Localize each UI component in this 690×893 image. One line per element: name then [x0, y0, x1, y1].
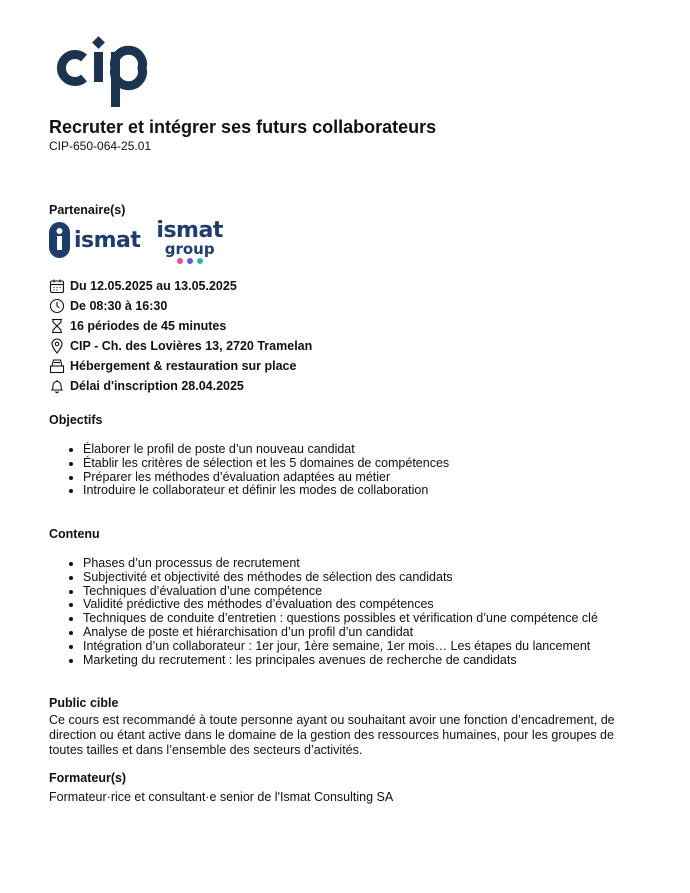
calendar-icon	[49, 278, 65, 294]
ismat-group-logo-bottom: group	[164, 240, 215, 258]
contenu-heading: Contenu	[49, 527, 100, 541]
list-item: • Introduire le collaborateur et définir les modes de collaboration	[83, 484, 449, 498]
info-dates	[49, 276, 312, 296]
course-code: CIP-650-064-25.01	[49, 139, 152, 153]
ismat-logo-text: ismat	[74, 227, 141, 253]
list-item: • Préparer les méthodes d’évaluation adaptées au métier	[83, 471, 449, 485]
partner-logos	[49, 220, 223, 265]
course-info-list	[49, 276, 312, 396]
hotel-icon	[49, 358, 65, 374]
list-item: • Validité prédictive des méthodes d’évaluation des compétences	[83, 598, 598, 612]
info-dates-text: Du 12.05.2025 au 13.05.2025	[70, 279, 237, 293]
contenu-list	[49, 557, 598, 667]
ismat-group-logo	[156, 220, 222, 265]
info-periods	[49, 316, 312, 336]
list-item: • Intégration d’un collaborateur : 1er jour, 1ère semaine, 1er mois… Les étapes du lancement	[83, 640, 598, 654]
objectifs-list	[49, 443, 449, 498]
list-item: • Analyse de poste et hiérarchisation d’un profil d’un candidat	[83, 626, 598, 640]
list-item: • Techniques de conduite d’entretien : questions possibles et vérification d’une compétence clé	[83, 612, 598, 626]
clock-icon	[49, 298, 65, 314]
formateurs-text: Formateur·rice et consultant·e senior de l'Ismat Consulting SA	[49, 790, 394, 804]
cip-logo	[55, 36, 151, 108]
info-location	[49, 336, 312, 356]
info-periods-text: 16 périodes de 45 minutes	[70, 319, 227, 333]
list-item: • Marketing du recrutement : les principales avenues de recherche de candidats	[83, 654, 598, 668]
info-location-text: CIP - Ch. des Lovières 13, 2720 Tramelan	[70, 339, 313, 353]
ismat-mark-icon	[49, 222, 70, 258]
public-cible-text: Ce cours est recommandé à toute personne ayant ou souhaitant avoir une fonction d’encadrement, de direction ou étant active dans le domaine de la gestion des ressources humaines, pour les groupes de toutes tailles et dans l’ensemble des secteurs d’activités.	[49, 713, 615, 757]
list-item: • Établir les critères de sélection et les 5 domaines de compétences	[83, 457, 449, 471]
location-pin-icon	[49, 338, 65, 354]
info-hours	[49, 296, 312, 316]
partners-heading: Partenaire(s)	[49, 203, 126, 217]
hourglass-icon	[49, 318, 65, 334]
course-title: Recruter et intégrer ses futurs collaborateurs	[49, 117, 437, 137]
info-hours-text: De 08:30 à 16:30	[70, 299, 168, 313]
ismat-logo	[49, 220, 140, 260]
list-item: • Phases d’un processus de recrutement	[83, 557, 598, 571]
ismat-group-logo-top: ismat	[156, 218, 223, 243]
formateurs-heading: Formateur(s)	[49, 771, 127, 785]
info-accommodation-text: Hébergement & restauration sur place	[70, 359, 297, 373]
public-cible-heading: Public cible	[49, 696, 119, 710]
list-item: • Subjectivité et objectivité des méthodes de sélection des candidats	[83, 571, 598, 585]
info-deadline-text: Délai d'inscription 28.04.2025	[70, 379, 244, 393]
ismat-group-dots-icon	[175, 257, 205, 265]
list-item: • Élaborer le profil de poste d’un nouveau candidat	[83, 443, 449, 457]
objectifs-heading: Objectifs	[49, 413, 103, 427]
info-accommodation	[49, 356, 312, 376]
list-item: • Techniques d’évaluation d’une compétence	[83, 585, 598, 599]
info-deadline	[49, 376, 312, 396]
bell-icon	[49, 378, 65, 394]
